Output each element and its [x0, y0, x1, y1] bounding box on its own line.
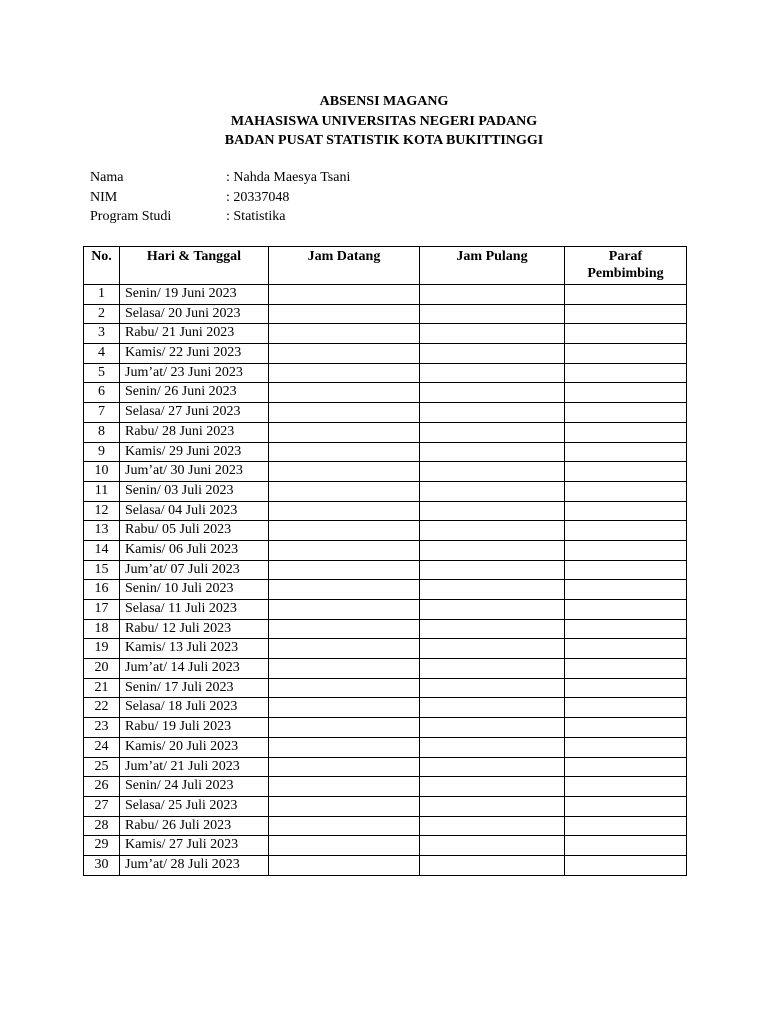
row-departure-time — [420, 481, 565, 501]
row-number: 25 — [84, 757, 120, 777]
row-departure-time — [420, 521, 565, 541]
row-date: Senin/ 17 Juli 2023 — [120, 678, 269, 698]
table-row — [84, 698, 687, 718]
row-departure-time — [420, 757, 565, 777]
table-row — [84, 501, 687, 521]
row-signature — [565, 501, 687, 521]
row-date: Selasa/ 04 Juli 2023 — [120, 501, 269, 521]
row-number: 26 — [84, 777, 120, 797]
program-value: : Statistika — [226, 209, 286, 224]
row-number: 15 — [84, 560, 120, 580]
header-no: No. — [84, 247, 120, 285]
row-number: 30 — [84, 855, 120, 875]
row-date: Kamis/ 29 Juni 2023 — [120, 442, 269, 462]
table-row — [84, 442, 687, 462]
row-arrival-time — [269, 560, 420, 580]
row-number: 2 — [84, 304, 120, 324]
row-number: 29 — [84, 836, 120, 856]
program-label: Program Studi — [90, 209, 172, 224]
row-departure-time — [420, 619, 565, 639]
title-line-3: BADAN PUSAT STATISTIK KOTA BUKITTINGGI — [224, 133, 544, 148]
row-number: 10 — [84, 462, 120, 482]
row-number: 28 — [84, 816, 120, 836]
document-title — [0, 92, 768, 151]
table-row — [84, 796, 687, 816]
row-departure-time — [420, 678, 565, 698]
row-arrival-time — [269, 324, 420, 344]
row-signature — [565, 540, 687, 560]
row-number: 13 — [84, 521, 120, 541]
row-number: 20 — [84, 659, 120, 679]
row-date: Kamis/ 20 Juli 2023 — [120, 737, 269, 757]
table-row — [84, 816, 687, 836]
row-date: Rabu/ 28 Juni 2023 — [120, 422, 269, 442]
row-number: 7 — [84, 403, 120, 423]
row-arrival-time — [269, 816, 420, 836]
table-row — [84, 718, 687, 738]
table-row — [84, 383, 687, 403]
table-row — [84, 737, 687, 757]
row-number: 5 — [84, 363, 120, 383]
table-row — [84, 580, 687, 600]
row-departure-time — [420, 816, 565, 836]
row-departure-time — [420, 324, 565, 344]
row-departure-time — [420, 304, 565, 324]
row-number: 6 — [84, 383, 120, 403]
row-arrival-time — [269, 285, 420, 305]
row-departure-time — [420, 462, 565, 482]
row-arrival-time — [269, 718, 420, 738]
row-signature — [565, 855, 687, 875]
row-arrival-time — [269, 678, 420, 698]
row-signature — [565, 403, 687, 423]
row-departure-time — [420, 796, 565, 816]
row-departure-time — [420, 698, 565, 718]
row-date: Senin/ 26 Juni 2023 — [120, 383, 269, 403]
student-info — [90, 168, 350, 227]
row-number: 12 — [84, 501, 120, 521]
row-departure-time — [420, 777, 565, 797]
row-signature — [565, 285, 687, 305]
row-number: 11 — [84, 481, 120, 501]
row-number: 4 — [84, 344, 120, 364]
row-departure-time — [420, 737, 565, 757]
row-signature — [565, 600, 687, 620]
row-number: 27 — [84, 796, 120, 816]
row-number: 3 — [84, 324, 120, 344]
row-departure-time — [420, 855, 565, 875]
row-signature — [565, 796, 687, 816]
info-row-program — [90, 207, 350, 227]
table-row — [84, 560, 687, 580]
row-departure-time — [420, 285, 565, 305]
name-value: : Nahda Maesya Tsani — [226, 170, 351, 185]
table-row — [84, 757, 687, 777]
row-signature — [565, 757, 687, 777]
info-row-name — [90, 168, 350, 188]
table-row — [84, 403, 687, 423]
row-date: Senin/ 03 Juli 2023 — [120, 481, 269, 501]
row-signature — [565, 462, 687, 482]
row-number: 14 — [84, 540, 120, 560]
table-row — [84, 462, 687, 482]
row-arrival-time — [269, 580, 420, 600]
row-arrival-time — [269, 777, 420, 797]
row-arrival-time — [269, 796, 420, 816]
table-row — [84, 285, 687, 305]
row-departure-time — [420, 659, 565, 679]
row-number: 9 — [84, 442, 120, 462]
row-number: 17 — [84, 600, 120, 620]
row-signature — [565, 639, 687, 659]
row-arrival-time — [269, 403, 420, 423]
row-departure-time — [420, 363, 565, 383]
table-row — [84, 324, 687, 344]
row-date: Jum’at/ 23 Juni 2023 — [120, 363, 269, 383]
row-date: Jum’at/ 30 Juni 2023 — [120, 462, 269, 482]
row-arrival-time — [269, 757, 420, 777]
table-row — [84, 363, 687, 383]
row-date: Senin/ 19 Juni 2023 — [120, 285, 269, 305]
row-departure-time — [420, 383, 565, 403]
row-date: Rabu/ 05 Juli 2023 — [120, 521, 269, 541]
row-date: Kamis/ 22 Juni 2023 — [120, 344, 269, 364]
row-number: 19 — [84, 639, 120, 659]
table-row — [84, 540, 687, 560]
row-signature — [565, 521, 687, 541]
row-date: Jum’at/ 21 Juli 2023 — [120, 757, 269, 777]
row-number: 22 — [84, 698, 120, 718]
row-number: 24 — [84, 737, 120, 757]
row-signature — [565, 816, 687, 836]
row-arrival-time — [269, 481, 420, 501]
table-row — [84, 678, 687, 698]
row-arrival-time — [269, 855, 420, 875]
row-signature — [565, 737, 687, 757]
row-date: Selasa/ 18 Juli 2023 — [120, 698, 269, 718]
row-number: 21 — [84, 678, 120, 698]
header-date: Hari & Tanggal — [120, 247, 269, 285]
row-arrival-time — [269, 462, 420, 482]
row-arrival-time — [269, 501, 420, 521]
row-arrival-time — [269, 659, 420, 679]
row-date: Kamis/ 27 Juli 2023 — [120, 836, 269, 856]
row-date: Rabu/ 19 Juli 2023 — [120, 718, 269, 738]
row-signature — [565, 344, 687, 364]
row-arrival-time — [269, 344, 420, 364]
row-signature — [565, 836, 687, 856]
row-number: 1 — [84, 285, 120, 305]
header-signature: Paraf Pembimbing — [565, 247, 687, 285]
row-date: Rabu/ 12 Juli 2023 — [120, 619, 269, 639]
table-row — [84, 344, 687, 364]
row-arrival-time — [269, 304, 420, 324]
title-line-1: ABSENSI MAGANG — [319, 94, 449, 109]
row-date: Kamis/ 13 Juli 2023 — [120, 639, 269, 659]
row-number: 8 — [84, 422, 120, 442]
table-row — [84, 855, 687, 875]
table-row — [84, 639, 687, 659]
table-row — [84, 777, 687, 797]
row-arrival-time — [269, 521, 420, 541]
row-arrival-time — [269, 540, 420, 560]
table-row — [84, 422, 687, 442]
row-signature — [565, 304, 687, 324]
name-label: Nama — [90, 170, 124, 185]
row-departure-time — [420, 403, 565, 423]
table-row — [84, 600, 687, 620]
row-departure-time — [420, 540, 565, 560]
row-date: Rabu/ 26 Juli 2023 — [120, 816, 269, 836]
row-date: Senin/ 24 Juli 2023 — [120, 777, 269, 797]
nim-label: NIM — [90, 189, 118, 205]
row-date: Selasa/ 27 Juni 2023 — [120, 403, 269, 423]
row-departure-time — [420, 580, 565, 600]
row-departure-time — [420, 422, 565, 442]
row-arrival-time — [269, 600, 420, 620]
row-number: 23 — [84, 718, 120, 738]
row-arrival-time — [269, 383, 420, 403]
row-signature — [565, 659, 687, 679]
row-signature — [565, 619, 687, 639]
header-arrival: Jam Datang — [269, 247, 420, 285]
row-signature — [565, 580, 687, 600]
row-arrival-time — [269, 422, 420, 442]
row-signature — [565, 777, 687, 797]
row-arrival-time — [269, 836, 420, 856]
row-signature — [565, 442, 687, 462]
table-body — [84, 285, 687, 876]
table-row — [84, 304, 687, 324]
row-departure-time — [420, 344, 565, 364]
row-date: Rabu/ 21 Juni 2023 — [120, 324, 269, 344]
attendance-table — [83, 246, 687, 876]
row-date: Selasa/ 11 Juli 2023 — [120, 600, 269, 620]
table-row — [84, 521, 687, 541]
table-row — [84, 659, 687, 679]
row-date: Jum’at/ 28 Juli 2023 — [120, 855, 269, 875]
row-signature — [565, 383, 687, 403]
row-arrival-time — [269, 698, 420, 718]
row-departure-time — [420, 600, 565, 620]
row-arrival-time — [269, 442, 420, 462]
table-row — [84, 619, 687, 639]
info-row-nim — [90, 188, 350, 208]
row-date: Senin/ 10 Juli 2023 — [120, 580, 269, 600]
row-departure-time — [420, 501, 565, 521]
row-departure-time — [420, 639, 565, 659]
row-signature — [565, 363, 687, 383]
title-line-2: MAHASISWA UNIVERSITAS NEGERI PADANG — [230, 113, 538, 129]
row-signature — [565, 481, 687, 501]
row-arrival-time — [269, 619, 420, 639]
row-signature — [565, 718, 687, 738]
row-date: Kamis/ 06 Juli 2023 — [120, 540, 269, 560]
row-arrival-time — [269, 737, 420, 757]
row-departure-time — [420, 836, 565, 856]
row-departure-time — [420, 442, 565, 462]
row-signature — [565, 560, 687, 580]
header-departure: Jam Pulang — [420, 247, 565, 285]
row-date: Jum’at/ 07 Juli 2023 — [120, 560, 269, 580]
row-departure-time — [420, 718, 565, 738]
row-date: Selasa/ 20 Juni 2023 — [120, 304, 269, 324]
row-signature — [565, 698, 687, 718]
nim-value: : 20337048 — [226, 189, 290, 205]
table-row — [84, 481, 687, 501]
table-header-row — [84, 247, 687, 285]
row-number: 18 — [84, 619, 120, 639]
row-number: 16 — [84, 580, 120, 600]
row-date: Jum’at/ 14 Juli 2023 — [120, 659, 269, 679]
row-departure-time — [420, 560, 565, 580]
row-signature — [565, 324, 687, 344]
table-row — [84, 836, 687, 856]
row-signature — [565, 422, 687, 442]
row-signature — [565, 678, 687, 698]
row-arrival-time — [269, 639, 420, 659]
row-arrival-time — [269, 363, 420, 383]
row-date: Selasa/ 25 Juli 2023 — [120, 796, 269, 816]
